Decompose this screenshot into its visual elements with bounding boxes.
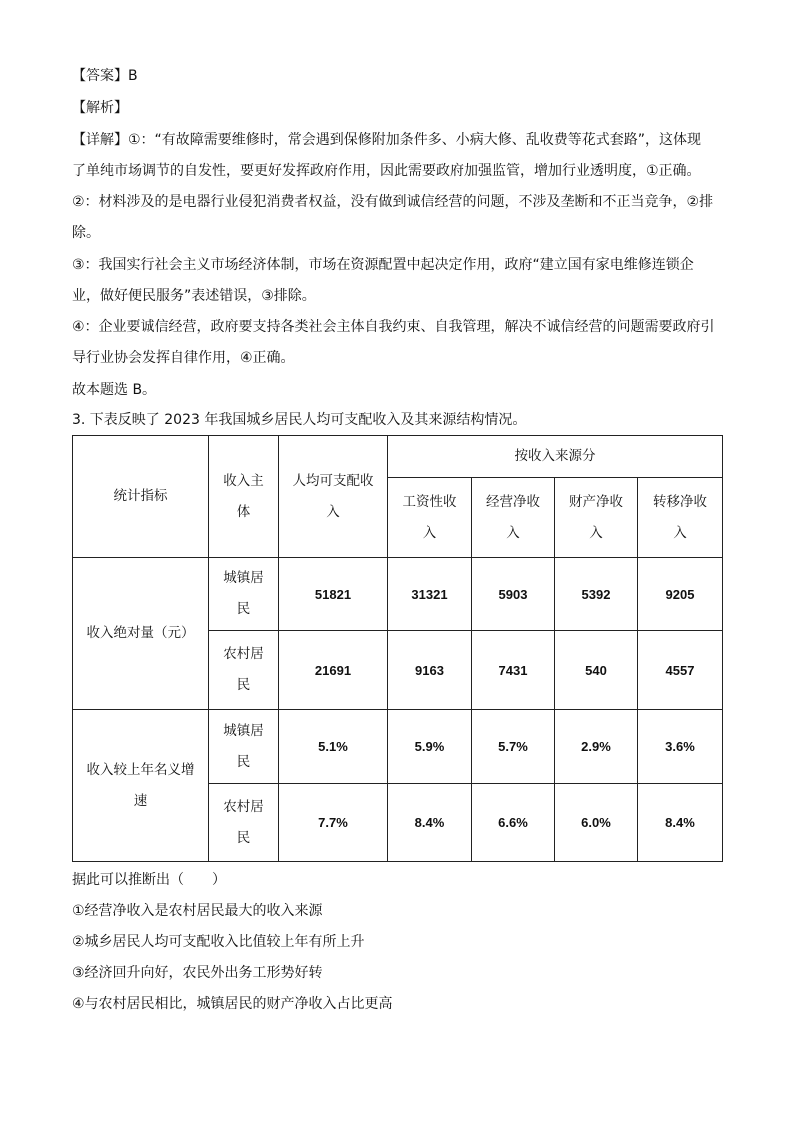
table-cell: 7431 xyxy=(472,631,555,710)
header-transfer: 转移净收入 xyxy=(638,478,723,558)
table-cell: 8.4% xyxy=(388,784,472,862)
income-table xyxy=(72,435,723,862)
detail-line: 除。 xyxy=(72,225,100,241)
option-1: ①经营净收入是农村居民最大的收入来源 xyxy=(72,903,323,919)
table-cell: 7.7% xyxy=(279,784,388,862)
question-stem: 3. 下表反映了 2023 年我国城乡居民人均可支配收入及其来源结构情况。 xyxy=(72,412,527,428)
option-2: ②城乡居民人均可支配收入比值较上年有所上升 xyxy=(72,934,365,950)
table-cell: 51821 xyxy=(279,558,388,631)
group-growth: 收入较上年名义增速 xyxy=(73,710,209,862)
table-cell: 3.6% xyxy=(638,710,723,784)
subject-urban: 城镇居民 xyxy=(209,558,279,631)
table-cell: 9163 xyxy=(388,631,472,710)
header-wage: 工资性收入 xyxy=(388,478,472,558)
option-3: ③经济回升向好，农民外出务工形势好转 xyxy=(72,965,323,981)
table-cell: 5.9% xyxy=(388,710,472,784)
header-disposable: 人均可支配收入 xyxy=(279,436,388,558)
subject-rural: 农村居民 xyxy=(209,631,279,710)
table-cell: 6.6% xyxy=(472,784,555,862)
subject-urban: 城镇居民 xyxy=(209,710,279,784)
detail-line: 导行业协会发挥自律作用，④正确。 xyxy=(72,350,295,366)
question-prompt: 据此可以推断出（ ） xyxy=(72,872,226,888)
analysis-header: 【解析】 xyxy=(72,100,128,116)
table-cell: 5903 xyxy=(472,558,555,631)
option-4: ④与农村居民相比，城镇居民的财产净收入占比更高 xyxy=(72,996,393,1012)
header-by-source: 按收入来源分 xyxy=(388,436,723,478)
detail-line: ②：材料涉及的是电器行业侵犯消费者权益，没有做到诚信经营的问题，不涉及垄断和不正当竞争，②排 xyxy=(72,194,714,210)
table-cell: 5392 xyxy=(555,558,638,631)
header-indicator: 统计指标 xyxy=(73,436,209,558)
conclusion-line: 故本题选 B。 xyxy=(72,382,157,398)
header-property: 财产净收入 xyxy=(555,478,638,558)
detail-line: 业，做好便民服务”表述错误，③排除。 xyxy=(72,288,316,304)
group-absolute: 收入绝对量（元） xyxy=(73,558,209,710)
header-business: 经营净收入 xyxy=(472,478,555,558)
answer-line: 【答案】B xyxy=(72,68,138,84)
detail-line: ③：我国实行社会主义市场经济体制，市场在资源配置中起决定作用，政府“建立国有家电维修连锁企 xyxy=(72,257,694,273)
table-cell: 4557 xyxy=(638,631,723,710)
detail-line: 了单纯市场调节的自发性，要更好发挥政府作用，因此需要政府加强监管，增加行业透明度，①正确。 xyxy=(72,163,701,179)
table-cell: 540 xyxy=(555,631,638,710)
table-cell: 31321 xyxy=(388,558,472,631)
table-cell: 21691 xyxy=(279,631,388,710)
table-cell: 6.0% xyxy=(555,784,638,862)
table-cell: 9205 xyxy=(638,558,723,631)
table-cell: 5.7% xyxy=(472,710,555,784)
detail-line: 【详解】①：“有故障需要维修时，常会遇到保修附加条件多、小病大修、乱收费等花式套路”，这体现 xyxy=(72,132,702,148)
table-cell: 5.1% xyxy=(279,710,388,784)
header-subject: 收入主体 xyxy=(209,436,279,558)
subject-rural: 农村居民 xyxy=(209,784,279,862)
table-cell: 2.9% xyxy=(555,710,638,784)
table-cell: 8.4% xyxy=(638,784,723,862)
detail-line: ④：企业要诚信经营，政府要支持各类社会主体自我约束、自我管理，解决不诚信经营的问题需要政府引 xyxy=(72,319,715,335)
